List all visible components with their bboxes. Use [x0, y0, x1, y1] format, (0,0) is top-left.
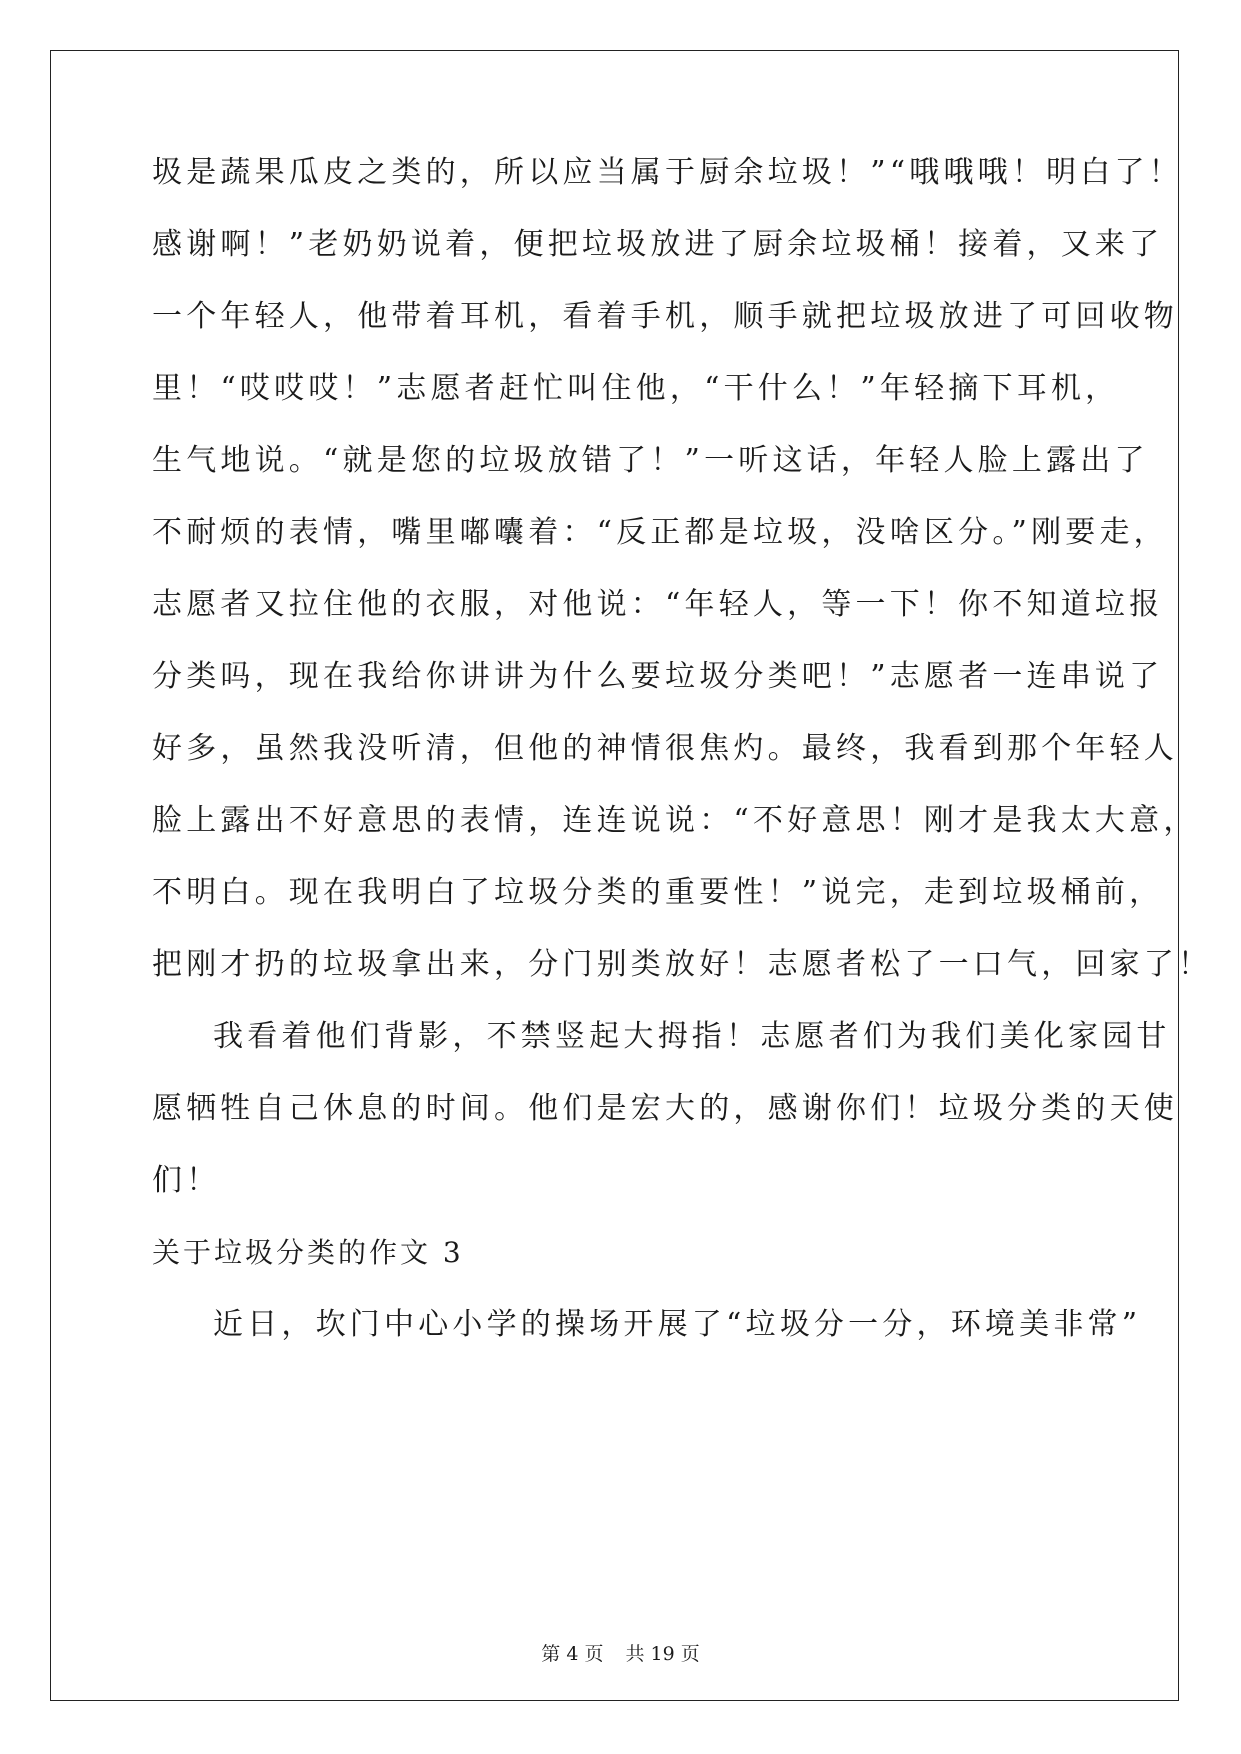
- body-text-line: 愿牺牲自己休息的时间。他们是宏大的，感谢你们！垃圾分类的天使: [152, 1091, 1178, 1126]
- page-footer: [0, 1642, 1241, 1666]
- body-text-line: 圾是蔬果瓜皮之类的，所以应当属于厨余垃圾！”“哦哦哦！明白了！: [152, 155, 1183, 190]
- body-text-line: 生气地说。“就是您的垃圾放错了！”一听这话，年轻人脸上露出了: [152, 443, 1149, 478]
- body-text-line: 一个年轻人，他带着耳机，看着手机，顺手就把垃圾放进了可回收物: [152, 299, 1178, 334]
- body-text-line: 感谢啊！”老奶奶说着，便把垃圾放进了厨余垃圾桶！接着，又来了: [152, 227, 1164, 262]
- page-total: 共 19 页: [625, 1643, 700, 1665]
- body-text-line: 我看着他们背影，不禁竖起大拇指！志愿者们为我们美化家园甘: [213, 1019, 1171, 1054]
- body-text-line: 志愿者又拉住他的衣服，对他说：“年轻人，等一下！你不知道垃报: [152, 587, 1164, 622]
- body-text-line: 不明白。现在我明白了垃圾分类的重要性！”说完，走到垃圾桶前，: [152, 875, 1164, 910]
- body-text-line: 里！“哎哎哎！”志愿者赶忙叫住他，“干什么！”年轻摘下耳机，: [152, 371, 1120, 406]
- page-number: 第 4 页: [541, 1643, 604, 1665]
- body-text-line: 脸上露出不好意思的表情，连连说说：“不好意思！刚才是我太大意，: [152, 803, 1198, 838]
- body-text-line: 分类吗，现在我给你讲讲为什么要垃圾分类吧！”志愿者一连串说了: [152, 659, 1164, 694]
- body-text-line: 近日，坎门中心小学的操场开展了“垃圾分一分，环境美非常”: [213, 1307, 1142, 1342]
- body-text-line: 们！: [152, 1163, 221, 1198]
- body-text-line: 把刚才扔的垃圾拿出来，分门别类放好！志愿者松了一口气，回家了！: [152, 947, 1213, 982]
- section-heading: 关于垃圾分类的作文 3: [152, 1236, 464, 1269]
- body-text-line: 好多，虽然我没听清，但他的神情很焦灼。最终，我看到那个年轻人: [152, 731, 1178, 766]
- body-text-line: 不耐烦的表情，嘴里嘟囔着：“反正都是垃圾，没啥区分。”刚要走，: [152, 515, 1168, 550]
